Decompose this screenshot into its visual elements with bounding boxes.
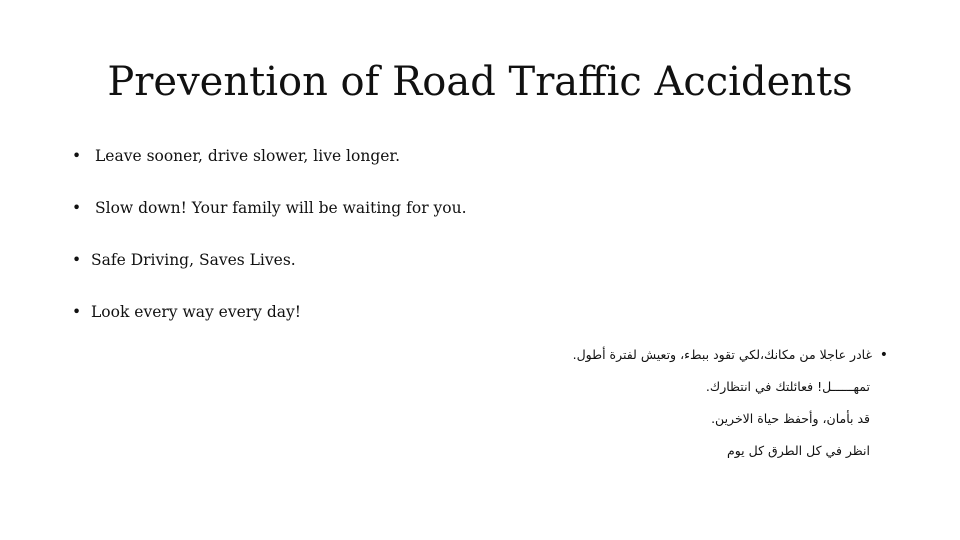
bullet-marker: • — [72, 199, 82, 217]
arabic-line-text: قد بأمان، وأحفظ حياة الاخرين. — [711, 411, 870, 426]
arabic-line-text: انظر في كل الطرق كل يوم — [726, 443, 870, 458]
slide-title: Prevention of Road Traffic Accidents — [107, 59, 853, 105]
english-bullet-4 — [72, 302, 301, 322]
bullet-marker: • — [72, 147, 82, 165]
english-bullet-text: Slow down! Your family will be waiting for you. — [95, 199, 467, 217]
bullet-marker: • — [879, 347, 888, 363]
english-bullet-text: Leave sooner, drive slower, live longer. — [95, 147, 401, 165]
bullet-marker: • — [72, 303, 82, 321]
english-bullet-text: Safe Driving, Saves Lives. — [91, 251, 296, 269]
arabic-line-4 — [408, 440, 888, 472]
arabic-line-3 — [408, 408, 888, 440]
english-bullet-text: Look every way every day! — [91, 303, 302, 321]
arabic-bullet-text: غادر عاجلا من مكانك،لكي تقود ببطء، وتعيش لفترة أطول. — [572, 347, 872, 362]
arabic-line-text: تمهــــــل! فعائلتك في انتظارك. — [705, 379, 870, 394]
arabic-bullet-1 — [408, 344, 888, 376]
english-bullet-1 — [72, 146, 400, 166]
bullet-marker: • — [72, 251, 82, 269]
arabic-bullets — [408, 344, 888, 472]
english-bullet-3 — [72, 250, 296, 270]
arabic-line-2 — [408, 376, 888, 408]
english-bullet-2 — [72, 198, 467, 218]
